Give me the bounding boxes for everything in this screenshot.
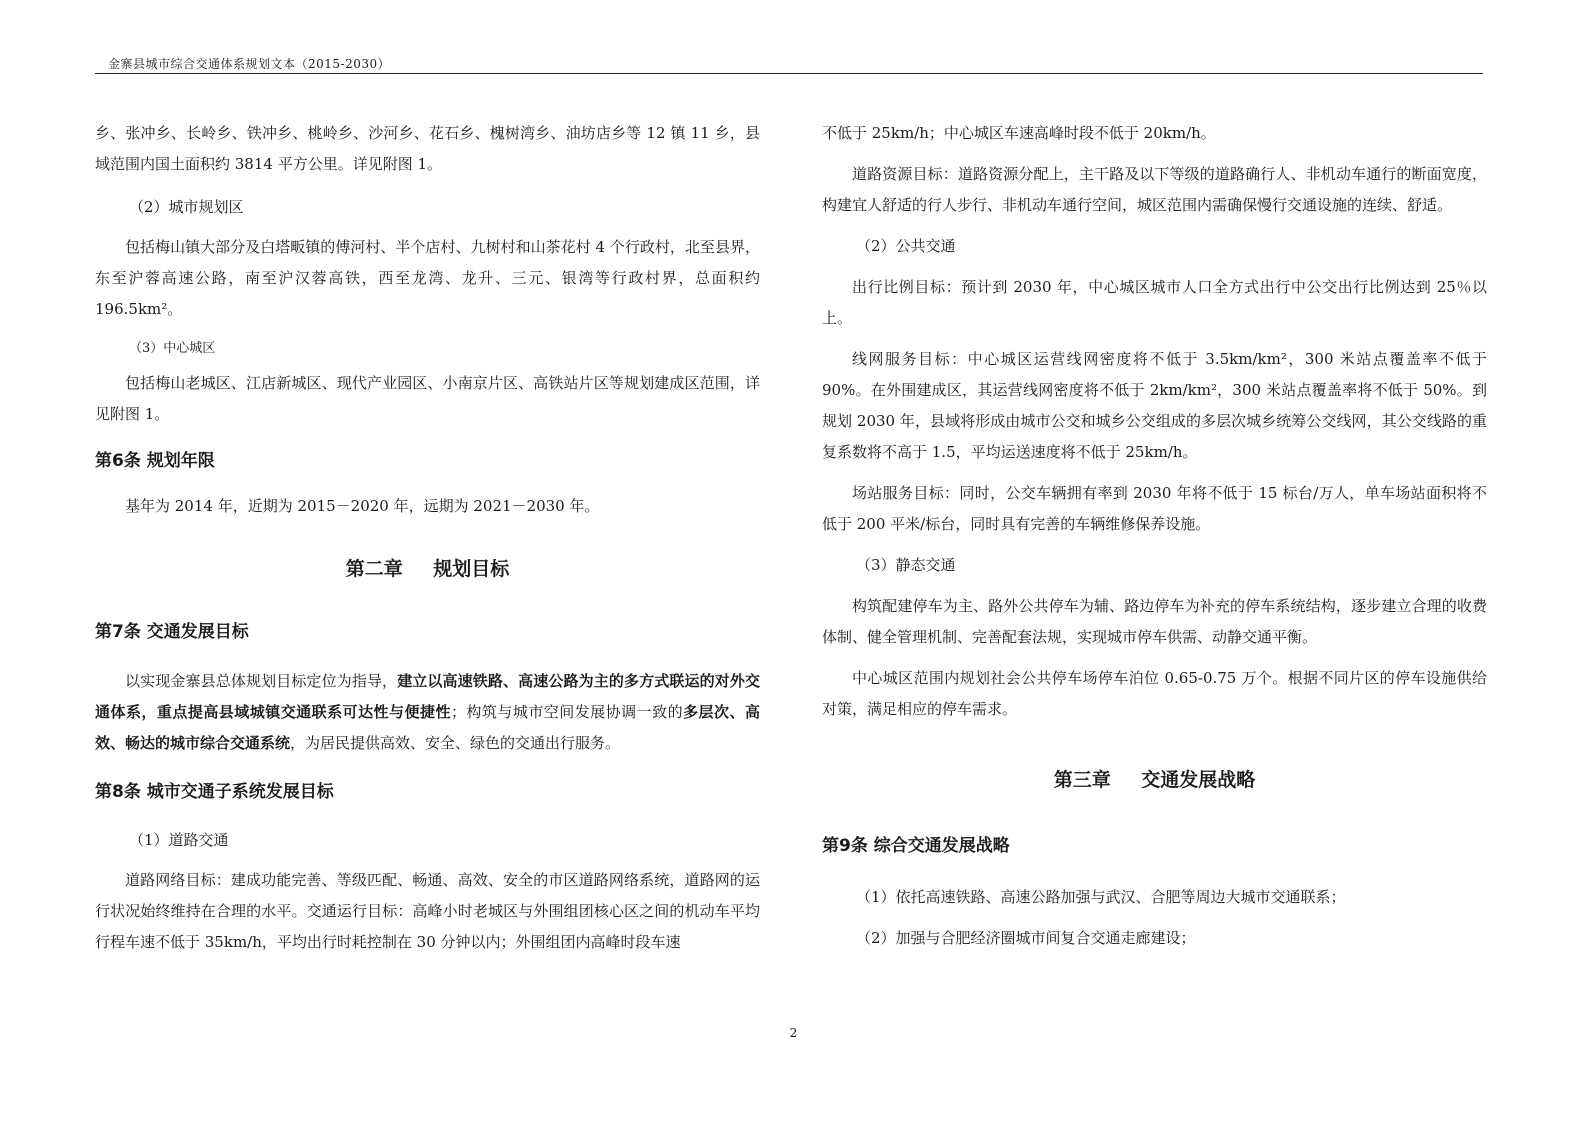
right-column bbox=[822, 118, 1487, 954]
subheading-static-traffic: （3）静态交通 bbox=[856, 556, 956, 574]
goal-bold-1: 建立以高速铁路、高速公路为主的多方式联运的对外交通体系，重点提高县域城镇交通联系可达性与便捷性 bbox=[95, 672, 760, 721]
article-9-title: 第9条 综合交通发展战略 bbox=[822, 836, 1010, 856]
paragraph-county-scope: 乡、张冲乡、长岭乡、铁冲乡、桃岭乡、沙河乡、花石乡、槐树湾乡、油坊店乡等 12 镇 11 乡，县域范围内国土面积约 3814 平方公里。详见附图 1。 bbox=[95, 124, 760, 173]
article-7-title: 第7条 交通发展目标 bbox=[95, 622, 249, 642]
subheading-public-transit: （2）公共交通 bbox=[856, 237, 956, 255]
header-rule bbox=[95, 73, 1483, 74]
strategy-item-1: （1）依托高速铁路、高速公路加强与武汉、合肥等周边大城市交通联系； bbox=[856, 888, 1346, 906]
goal-text-3: ，为居民提供高效、安全、绿色的交通出行服务。 bbox=[290, 734, 621, 752]
paragraph-planning-area: 包括梅山镇大部分及白塔畈镇的傅河村、半个店村、九树村和山茶花村 4 个行政村，北至县界，东至沪蓉高速公路，南至沪汉蓉高铁，西至龙湾、龙升、三元、银湾等行政村界，总面积约 196.5km²。 bbox=[95, 238, 760, 318]
paragraph-transport-goal bbox=[95, 666, 760, 759]
article-8-title: 第8条 城市交通子系统发展目标 bbox=[95, 782, 334, 802]
paragraph-network-service: 线网服务目标：中心城区运营线网密度将不低于 3.5km/km²，300 米站点覆盖率不低于 90%。在外围建成区，其运营线网密度将不低于 2km/km²，300 米站点覆盖率将不低于 50%。到规划 2030 年，县域将形成由城市公交和城乡公交组成的多层次城乡统筹公交线网，其公交线路的重复系数将不高于 1.5，平均运送速度将不低于 25km/h。 bbox=[822, 350, 1487, 461]
paragraph-central-city: 包括梅山老城区、江店新城区、现代产业园区、小南京片区、高铁站片区等规划建成区范围，详见附图 1。 bbox=[95, 374, 760, 423]
chapter-2-title: 第二章 规划目标 bbox=[345, 558, 510, 580]
left-column bbox=[95, 118, 760, 958]
subheading-central-city: （3）中心城区 bbox=[129, 341, 216, 356]
paragraph-planning-period: 基年为 2014 年，近期为 2015－2020 年，远期为 2021－2030 年。 bbox=[125, 497, 600, 515]
subheading-road-traffic: （1）道路交通 bbox=[129, 831, 229, 849]
page-number: 2 bbox=[789, 1026, 798, 1040]
goal-text-2: ；构筑与城市空间发展协调一致的 bbox=[450, 703, 684, 721]
paragraph-station-service: 场站服务目标：同时，公交车辆拥有率到 2030 年将不低于 15 标台/万人，单车场站面积将不低于 200 平米/标台，同时具有完善的车辆维修保养设施。 bbox=[822, 484, 1487, 533]
goal-bold-2: 多层次、高效、畅达的城市综合交通系统 bbox=[95, 703, 760, 752]
paragraph-parking-supply: 中心城区范围内规划社会公共停车场停车泊位 0.65-0.75 万个。根据不同片区的停车设施供给对策，满足相应的停车需求。 bbox=[822, 669, 1487, 718]
paragraph-trip-share: 出行比例目标：预计到 2030 年，中心城区城市人口全方式出行中公交出行比例达到 25％以上。 bbox=[822, 278, 1487, 327]
paragraph-speed-continued: 不低于 25km/h；中心城区车速高峰时段不低于 20km/h。 bbox=[822, 124, 1216, 142]
paragraph-road-network: 道路网络目标：建成功能完善、等级匹配、畅通、高效、安全的市区道路网络系统，道路网的运行状况始终维持在合理的水平。交通运行目标：高峰小时老城区与外围组团核心区之间的机动车平均行程车速不低于 35km/h，平均出行时耗控制在 30 分钟以内；外围组团内高峰时段车速 bbox=[95, 871, 760, 951]
document-header-title: 金寨县城市综合交通体系规划文本（2015-2030） bbox=[108, 57, 391, 71]
article-6-title: 第6条 规划年限 bbox=[95, 451, 215, 471]
chapter-3-title: 第三章 交通发展战略 bbox=[1053, 769, 1256, 791]
paragraph-road-resource: 道路资源目标：道路资源分配上，主干路及以下等级的道路确行人、非机动车通行的断面宽度，构建宜人舒适的行人步行、非机动车通行空间，城区范围内需确保慢行交通设施的连续、舒适。 bbox=[822, 165, 1487, 214]
goal-text-1: 以实现金寨县总体规划目标定位为指导， bbox=[125, 672, 398, 690]
strategy-item-2: （2）加强与合肥经济圈城市间复合交通走廊建设； bbox=[856, 929, 1196, 947]
paragraph-parking-structure: 构筑配建停车为主、路外公共停车为辅、路边停车为补充的停车系统结构，逐步建立合理的收费体制、健全管理机制、完善配套法规，实现城市停车供需、动静交通平衡。 bbox=[822, 597, 1487, 646]
subheading-planning-area: （2）城市规划区 bbox=[129, 198, 244, 216]
